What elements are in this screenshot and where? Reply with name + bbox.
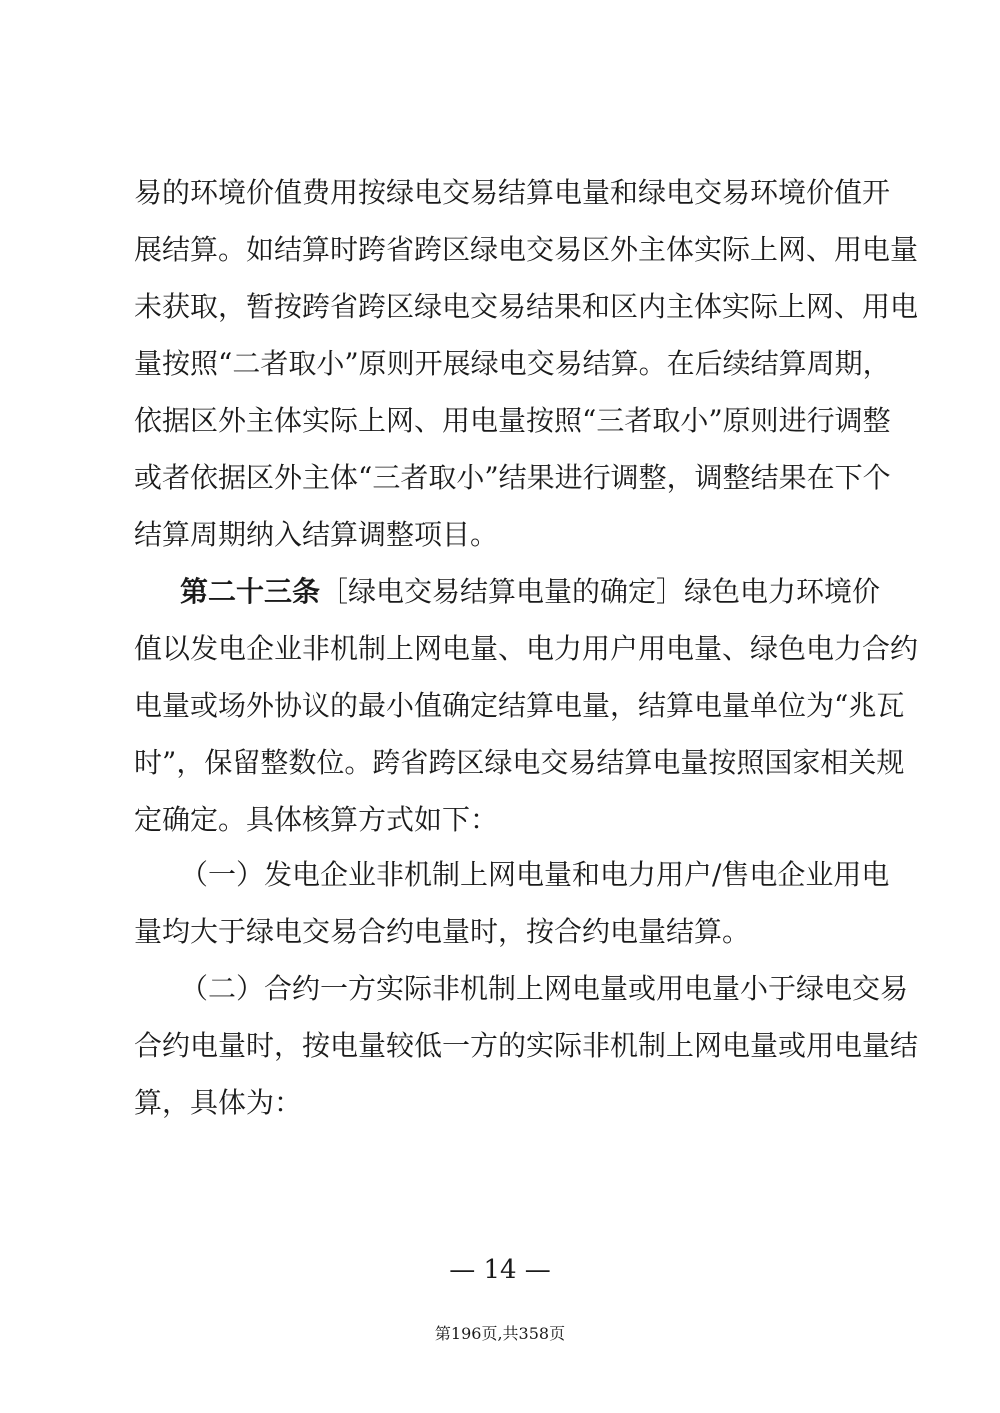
page-counter: 第196页,共358页 [434, 1324, 566, 1343]
list-item-line: 算，具体为： [134, 1086, 303, 1119]
list-item-line: 量均大于绿电交易合约电量时，按合约电量结算。 [134, 915, 751, 948]
article-23-heading-line [180, 570, 881, 614]
paragraph-line: 展结算。如结算时跨省跨区绿电交易区外主体实际上网、用电量 [134, 233, 919, 266]
paragraph-line: 电量或场外协议的最小值确定结算电量，结算电量单位为“兆瓦 [134, 689, 905, 722]
list-item-line: 合约电量时，按电量较低一方的实际非机制上网电量或用电量结 [134, 1029, 919, 1062]
page-number: — 14 — [449, 1255, 551, 1285]
list-item-line: （一）发电企业非机制上网电量和电力用户/售电企业用电 [180, 858, 890, 891]
list-item-line: （二）合约一方实际非机制上网电量或用电量小于绿电交易 [180, 972, 909, 1005]
paragraph-line: 时”，保留整数位。跨省跨区绿电交易结算电量按照国家相关规 [134, 746, 905, 779]
paragraph-line: 易的环境价值费用按绿电交易结算电量和绿电交易环境价值开 [134, 176, 891, 209]
article-label: 第二十三条 [180, 575, 321, 608]
paragraph-line: 依据区外主体实际上网、用电量按照“三者取小”原则进行调整 [134, 404, 891, 437]
paragraph-line: 值以发电企业非机制上网电量、电力用户用电量、绿色电力合约 [134, 632, 919, 665]
paragraph-line: 定确定。具体核算方式如下： [134, 803, 499, 836]
paragraph-line: 量按照“二者取小”原则开展绿电交易结算。在后续结算周期， [134, 347, 891, 380]
paragraph-line: 或者依据区外主体“三者取小”结果进行调整，调整结果在下个 [134, 461, 891, 494]
article-title-text: ［绿电交易结算电量的确定］绿色电力环境价 [320, 575, 881, 608]
paragraph-line: 结算周期纳入结算调整项目。 [134, 518, 499, 551]
paragraph-line: 未获取，暂按跨省跨区绿电交易结果和区内主体实际上网、用电 [134, 290, 919, 323]
